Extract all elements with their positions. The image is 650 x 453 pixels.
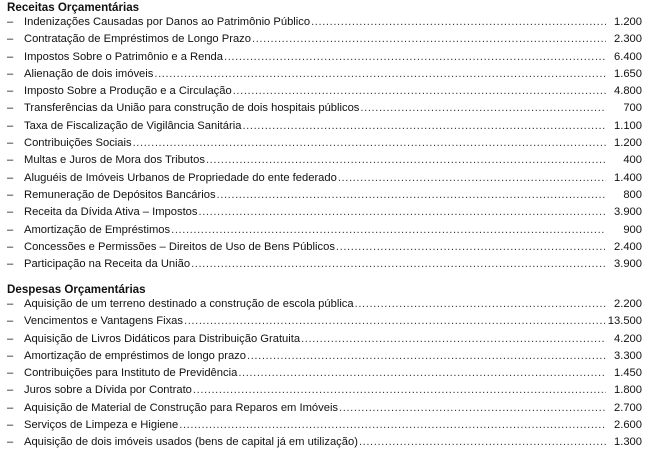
item-label: Receita da Dívida Ativa – Impostos — [24, 206, 198, 219]
item-value: 2.700 — [606, 401, 642, 416]
dot-leader — [359, 435, 606, 450]
item-line — [24, 136, 642, 151]
list-dash: – — [7, 33, 14, 46]
list-dash: – — [7, 315, 14, 328]
despesas-list-item — [0, 332, 650, 349]
item-line — [24, 383, 642, 398]
list-dash: – — [7, 419, 14, 432]
item-value: 1.650 — [606, 67, 642, 82]
dot-leader — [206, 153, 606, 168]
item-label: Aluguéis de Imóveis Urbanos de Propriedade do ente federado — [24, 171, 337, 184]
dot-leader — [184, 314, 606, 329]
receitas-list-item — [0, 101, 650, 118]
list-dash: – — [7, 223, 14, 236]
list-dash: – — [7, 240, 14, 253]
list-dash: – — [7, 137, 14, 150]
item-label: Indenizações Causadas por Danos ao Patrimônio Público — [24, 16, 311, 28]
item-value: 1.200 — [606, 15, 642, 30]
item-line — [24, 332, 642, 347]
despesas-list-item — [0, 349, 650, 366]
despesas-list-item — [0, 383, 650, 400]
dot-leader — [154, 67, 606, 82]
receitas-list-item — [0, 257, 650, 274]
item-value: 1.100 — [606, 119, 642, 134]
item-line — [24, 366, 642, 381]
item-value: 1.800 — [606, 383, 642, 398]
dot-leader — [336, 240, 606, 255]
item-line — [24, 257, 642, 272]
list-dash: – — [7, 436, 14, 449]
item-line — [24, 418, 642, 433]
item-label: Juros sobre a Dívida por Contrato — [24, 384, 192, 397]
item-line — [24, 50, 642, 65]
dot-leader — [193, 383, 606, 398]
item-value: 2.300 — [606, 32, 642, 47]
item-label: Contribuições Sociais — [24, 137, 132, 150]
dot-leader — [224, 50, 606, 65]
dot-leader — [242, 119, 606, 134]
item-label: Impostos Sobre o Patrimônio e a Renda — [24, 50, 223, 63]
item-line — [24, 15, 642, 30]
dot-leader — [252, 32, 606, 47]
dot-leader — [338, 171, 606, 186]
receitas-list-item — [0, 223, 650, 240]
item-line — [24, 401, 642, 416]
item-value: 4.200 — [606, 332, 642, 347]
despesas-section-title: Despesas Orçamentárias — [7, 283, 146, 296]
dot-leader — [199, 205, 607, 220]
item-value: 4.800 — [606, 84, 642, 99]
item-line — [24, 32, 642, 47]
dot-leader — [191, 257, 606, 272]
list-dash: – — [7, 50, 14, 63]
item-label: Alienação de dois imóveis — [24, 67, 154, 80]
item-value: 800 — [606, 188, 642, 203]
list-dash: – — [7, 171, 14, 184]
despesas-list-item — [0, 418, 650, 435]
item-line — [24, 314, 642, 329]
list-dash: – — [7, 85, 14, 98]
item-label: Multas e Juros de Mora dos Tributos — [24, 154, 205, 167]
item-label: Contratação de Empréstimos de Longo Prazo — [24, 33, 251, 46]
list-dash: – — [7, 298, 14, 310]
receitas-list-item — [0, 136, 650, 153]
despesas-list-item — [0, 401, 650, 418]
list-dash: – — [7, 258, 14, 271]
item-line — [24, 205, 642, 220]
item-value: 1.200 — [606, 136, 642, 151]
item-line — [24, 171, 642, 186]
item-value: 1.300 — [606, 435, 642, 450]
despesas-list-item — [0, 366, 650, 383]
list-dash: – — [7, 367, 14, 380]
dot-leader — [133, 136, 606, 151]
item-label: Contribuições para Instituto de Previdência — [24, 367, 238, 380]
receitas-list-item — [0, 240, 650, 257]
despesas-list-item — [0, 435, 650, 452]
item-label: Amortização de Empréstimos — [24, 223, 171, 236]
list-dash: – — [7, 401, 14, 414]
item-value: 2.400 — [606, 240, 642, 255]
dot-leader — [247, 349, 606, 364]
item-label: Amortização de empréstimos de longo prazo — [24, 349, 246, 362]
receitas-list-item — [0, 15, 650, 32]
item-value: 6.400 — [606, 50, 642, 65]
item-value: 1.450 — [606, 366, 642, 381]
list-dash: – — [7, 384, 14, 397]
dot-leader — [238, 366, 606, 381]
item-label: Taxa de Fiscalização de Vigilância Sanitária — [24, 119, 242, 132]
item-label: Concessões e Permissões – Direitos de Uso de Bens Públicos — [24, 240, 335, 253]
item-label: Participação na Receita da União — [24, 258, 191, 271]
item-value: 2.600 — [606, 418, 642, 433]
item-line — [24, 297, 642, 312]
item-value: 900 — [606, 223, 642, 238]
dot-leader — [355, 297, 606, 312]
dot-leader — [360, 101, 606, 116]
list-dash: – — [7, 188, 14, 201]
dot-leader — [217, 188, 606, 203]
receitas-list-item — [0, 153, 650, 170]
item-label: Vencimentos e Vantagens Fixas — [24, 315, 183, 328]
item-line — [24, 188, 642, 203]
receitas-list — [0, 15, 650, 274]
item-line — [24, 435, 642, 450]
list-dash: – — [7, 154, 14, 167]
item-value: 400 — [606, 153, 642, 168]
item-line — [24, 119, 642, 134]
item-value: 13.500 — [607, 315, 642, 328]
dot-leader — [339, 401, 606, 416]
receitas-list-item — [0, 171, 650, 188]
item-line — [24, 84, 642, 99]
dot-leader — [171, 223, 606, 238]
dot-leader — [301, 332, 606, 347]
item-value: 700 — [606, 101, 642, 116]
dot-leader — [311, 15, 606, 30]
dot-leader — [233, 84, 606, 99]
receitas-list-item — [0, 32, 650, 49]
list-dash: – — [7, 67, 14, 80]
item-line — [24, 153, 642, 168]
item-line — [24, 67, 642, 82]
item-line — [24, 223, 642, 238]
list-dash: – — [7, 119, 14, 132]
item-label: Serviços de Limpeza e Higiene — [24, 419, 179, 432]
item-label: Imposto Sobre a Produção e a Circulação — [24, 85, 232, 98]
receitas-list-item — [0, 119, 650, 136]
despesas-list-item — [0, 297, 650, 314]
item-line — [24, 349, 642, 364]
receitas-section-title: Receitas Orçamentárias — [7, 1, 140, 14]
item-value: 3.900 — [606, 257, 642, 272]
item-label: Remuneração de Depósitos Bancários — [24, 188, 216, 201]
item-label: Transferências da União para construção de dois hospitais públicos — [24, 102, 360, 115]
list-dash: – — [7, 349, 14, 362]
receitas-list-item — [0, 84, 650, 101]
list-dash: – — [7, 206, 14, 219]
item-value: 3.900 — [606, 205, 642, 220]
dot-leader — [179, 418, 606, 433]
receitas-list-item — [0, 205, 650, 222]
list-dash: – — [7, 16, 14, 28]
despesas-list — [0, 297, 650, 453]
list-dash: – — [7, 332, 14, 345]
item-line — [24, 240, 642, 255]
item-value: 1.400 — [606, 171, 642, 186]
item-label: Aquisição de Material de Construção para Reparos em Imóveis — [24, 401, 339, 414]
item-label: Aquisição de Livros Didáticos para Distribuição Gratuita — [24, 332, 301, 345]
item-value: 2.200 — [606, 297, 642, 312]
item-label: Aquisição de dois imóveis usados (bens de capital já em utilização) — [24, 436, 358, 449]
item-line — [24, 101, 642, 116]
item-value: 3.300 — [606, 349, 642, 364]
receitas-list-item — [0, 188, 650, 205]
item-label: Aquisição de um terreno destinado a construção de escola pública — [24, 298, 354, 310]
despesas-list-item — [0, 314, 650, 331]
receitas-list-item — [0, 67, 650, 84]
receitas-list-item — [0, 50, 650, 67]
list-dash: – — [7, 102, 14, 115]
